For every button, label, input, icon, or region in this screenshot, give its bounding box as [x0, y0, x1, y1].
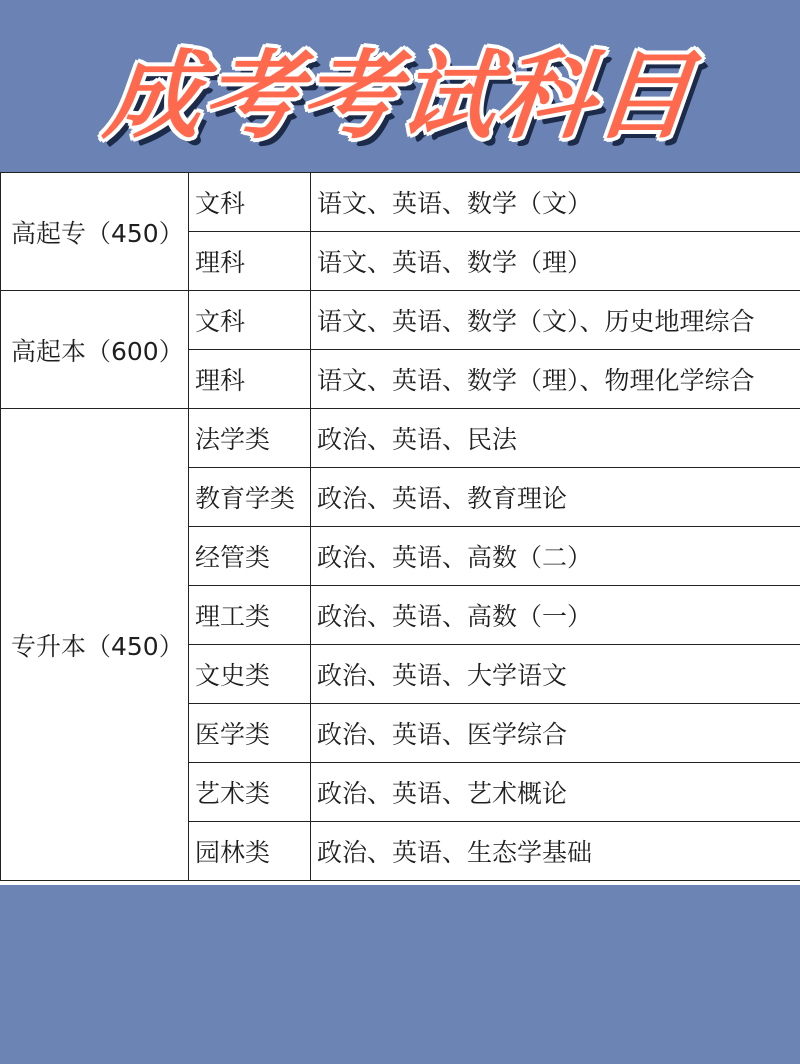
category-cell: 专升本（450） [1, 409, 189, 881]
type-cell: 文科 [189, 291, 311, 350]
bottom-background [0, 885, 800, 1064]
category-cell: 高起本（600） [1, 291, 189, 409]
page-title: 成考考试科目 [100, 40, 700, 152]
table-row [1, 291, 800, 350]
type-cell: 理科 [189, 232, 311, 291]
subjects-cell: 政治、英语、大学语文 [311, 645, 800, 704]
subjects-cell: 语文、英语、数学（理）、物理化学综合 [311, 350, 800, 409]
subjects-cell: 政治、英语、医学综合 [311, 704, 800, 763]
table-row [1, 409, 800, 468]
type-cell: 法学类 [189, 409, 311, 468]
subjects-cell: 语文、英语、数学（文） [311, 173, 800, 232]
subjects-cell: 语文、英语、数学（文）、历史地理综合 [311, 291, 800, 350]
category-cell: 高起专（450） [1, 173, 189, 291]
subjects-cell: 政治、英语、高数（一） [311, 586, 800, 645]
exam-subjects-table [0, 172, 800, 881]
type-cell: 教育学类 [189, 468, 311, 527]
type-cell: 理科 [189, 350, 311, 409]
subjects-cell: 政治、英语、生态学基础 [311, 822, 800, 881]
subjects-cell: 政治、英语、艺术概论 [311, 763, 800, 822]
type-cell: 理工类 [189, 586, 311, 645]
subjects-cell: 政治、英语、教育理论 [311, 468, 800, 527]
subjects-cell: 语文、英语、数学（理） [311, 232, 800, 291]
title-banner [0, 0, 800, 172]
table-row [1, 173, 800, 232]
type-cell: 艺术类 [189, 763, 311, 822]
type-cell: 经管类 [189, 527, 311, 586]
type-cell: 医学类 [189, 704, 311, 763]
subjects-cell: 政治、英语、高数（二） [311, 527, 800, 586]
exam-subjects-table-container [0, 172, 800, 885]
type-cell: 园林类 [189, 822, 311, 881]
type-cell: 文科 [189, 173, 311, 232]
type-cell: 文史类 [189, 645, 311, 704]
subjects-cell: 政治、英语、民法 [311, 409, 800, 468]
